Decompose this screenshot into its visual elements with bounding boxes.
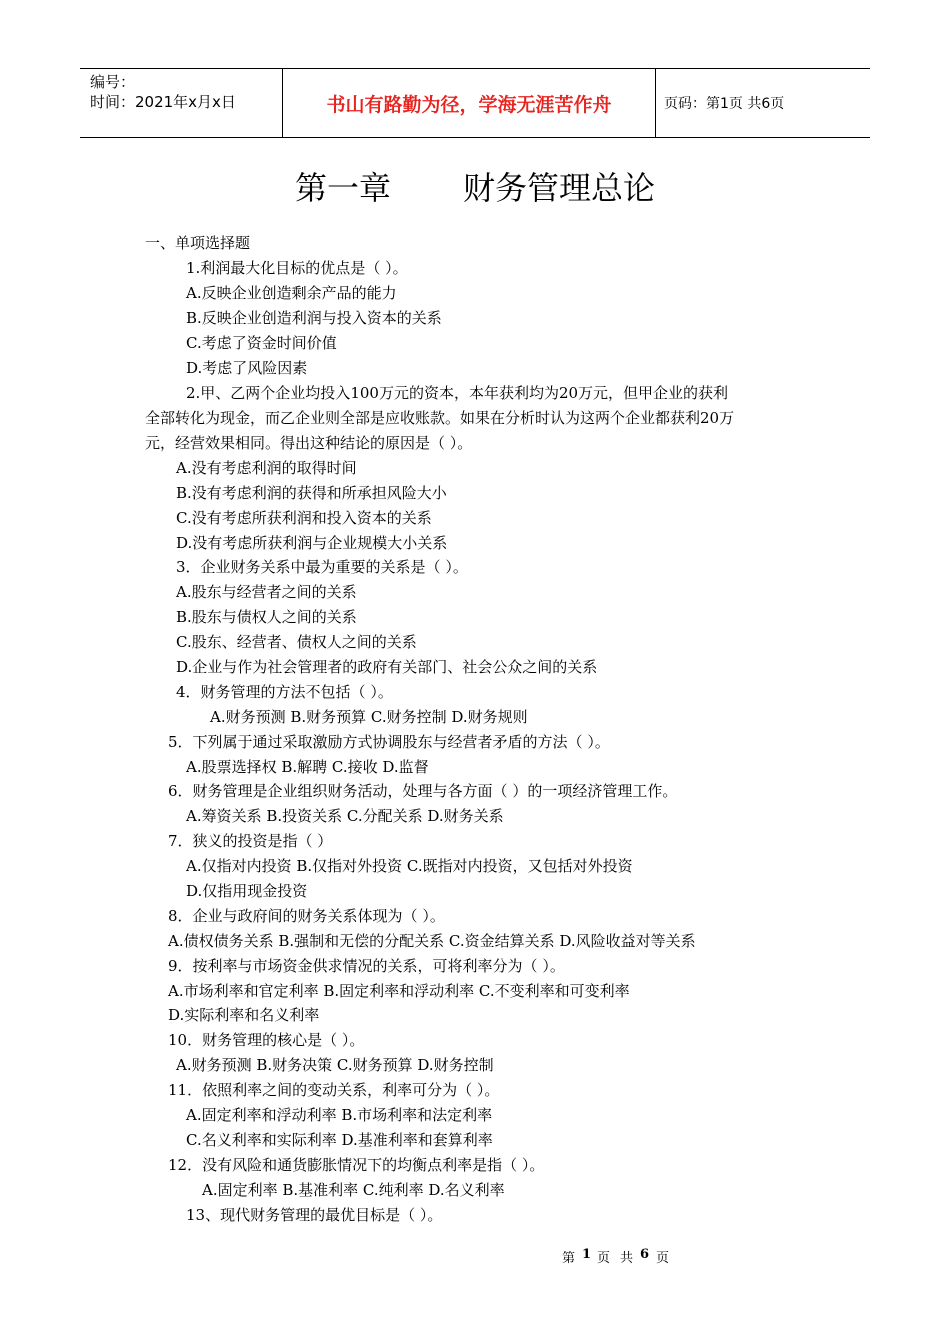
question-line: 3．企业财务关系中最为重要的关系是（ ）。 [176, 558, 468, 576]
option-line: D.企业与作为社会管理者的政府有关部门、社会公众之间的关系 [176, 658, 598, 676]
option-line: B.没有考虑利润的获得和所承担风险大小 [176, 484, 447, 502]
question-line: 9．按利率与市场资金供求情况的关系，可将利率分为（ ）。 [168, 957, 565, 975]
option-line: A.反映企业创造剩余产品的能力 [186, 284, 397, 302]
question-line: 2.甲、乙两个企业均投入100万元的资本，本年获利均为20万元，但甲企业的获利 [186, 384, 729, 402]
option-line: C.名义利率和实际利率 D.基准利率和套算利率 [186, 1131, 493, 1149]
document-date-label: 时间：2021年x月x日 [90, 93, 236, 111]
footer-page-number: 1 [582, 1247, 592, 1262]
option-line: C.没有考虑所获利润和投入资本的关系 [176, 509, 432, 527]
option-line: B.反映企业创造利润与投入资本的关系 [186, 309, 442, 327]
question-line: 13、现代财务管理的最优目标是（ ）。 [186, 1206, 443, 1224]
header-meta-cell [80, 69, 282, 137]
option-line: A.仅指对内投资 B.仅指对外投资 C.既指对内投资，又包括对外投资 [186, 857, 633, 875]
footer-total-prefix: 共 [620, 1251, 634, 1266]
option-line: A.固定利率 B.基准利率 C.纯利率 D.名义利率 [202, 1181, 505, 1199]
header-motto: 书山有路勤为径，学海无涯苦作舟 [282, 69, 656, 137]
section-heading: 一、单项选择题 [145, 234, 251, 252]
question-line: 8．企业与政府间的财务关系体现为（ ）。 [168, 907, 445, 925]
option-line: D.考虑了风险因素 [186, 359, 308, 377]
question-line: 12．没有风险和通货膨胀情况下的均衡点利率是指（ ）。 [168, 1156, 545, 1174]
chapter-number: 第一章 [294, 169, 391, 207]
question-line: 7．狭义的投资是指（ ） [168, 832, 333, 850]
question-line: 1.利润最大化目标的优点是（ ）。 [186, 259, 408, 277]
question-line: 全部转化为现金，而乙企业则全部是应收账款。如果在分析时认为这两个企业都获利20万 [145, 409, 735, 427]
chapter-name: 财务管理总论 [463, 169, 656, 207]
option-line: A.股票选择权 B.解聘 C.接收 D.监督 [186, 758, 429, 776]
option-line: A.股东与经营者之间的关系 [176, 583, 357, 601]
question-line: 4．财务管理的方法不包括（ ）。 [176, 683, 393, 701]
option-line: C.股东、经营者、债权人之间的关系 [176, 633, 417, 651]
option-line: D.仅指用现金投资 [186, 882, 308, 900]
option-line: A.市场利率和官定利率 B.固定利率和浮动利率 C.不变利率和可变利率 [168, 982, 630, 1000]
footer-page-unit: 页 [597, 1251, 611, 1266]
option-line: A.财务预测 B.财务决策 C.财务预算 D.财务控制 [176, 1056, 494, 1074]
question-line: 6．财务管理是企业组织财务活动，处理与各方面（ ）的一项经济管理工作。 [168, 782, 678, 800]
header-page-info: 页码：第1页 共6页 [664, 96, 785, 112]
footer-total-pages: 6 [640, 1247, 650, 1262]
document-number-label: 编号： [90, 73, 136, 91]
option-line: A.筹资关系 B.投资关系 C.分配关系 D.财务关系 [186, 807, 504, 825]
option-line: A.没有考虑利润的取得时间 [176, 459, 357, 477]
question-line: 元，经营效果相同。得出这种结论的原因是（ ）。 [145, 434, 473, 452]
option-line: A.财务预测 B.财务预算 C.财务控制 D.财务规则 [210, 708, 528, 726]
option-line: A.债权债务关系 B.强制和无偿的分配关系 C.资金结算关系 D.风险收益对等关系 [168, 932, 696, 950]
option-line: C.考虑了资金时间价值 [186, 334, 337, 352]
footer-first: 第 [562, 1251, 576, 1266]
option-line: A.固定利率和浮动利率 B.市场利率和法定利率 [186, 1106, 493, 1124]
question-line: 11．依照利率之间的变动关系，利率可分为（ ）。 [168, 1081, 500, 1099]
footer-total-unit: 页 [656, 1251, 670, 1266]
question-line: 5．下列属于通过采取激励方式协调股东与经营者矛盾的方法（ ）。 [168, 733, 610, 751]
option-line: D.没有考虑所获利润与企业规模大小关系 [176, 534, 448, 552]
document-header [80, 68, 870, 138]
question-line: 10．财务管理的核心是（ ）。 [168, 1031, 365, 1049]
option-line: D.实际利率和名义利率 [168, 1006, 320, 1024]
option-line: B.股东与债权人之间的关系 [176, 608, 357, 626]
chapter-title [0, 163, 950, 209]
